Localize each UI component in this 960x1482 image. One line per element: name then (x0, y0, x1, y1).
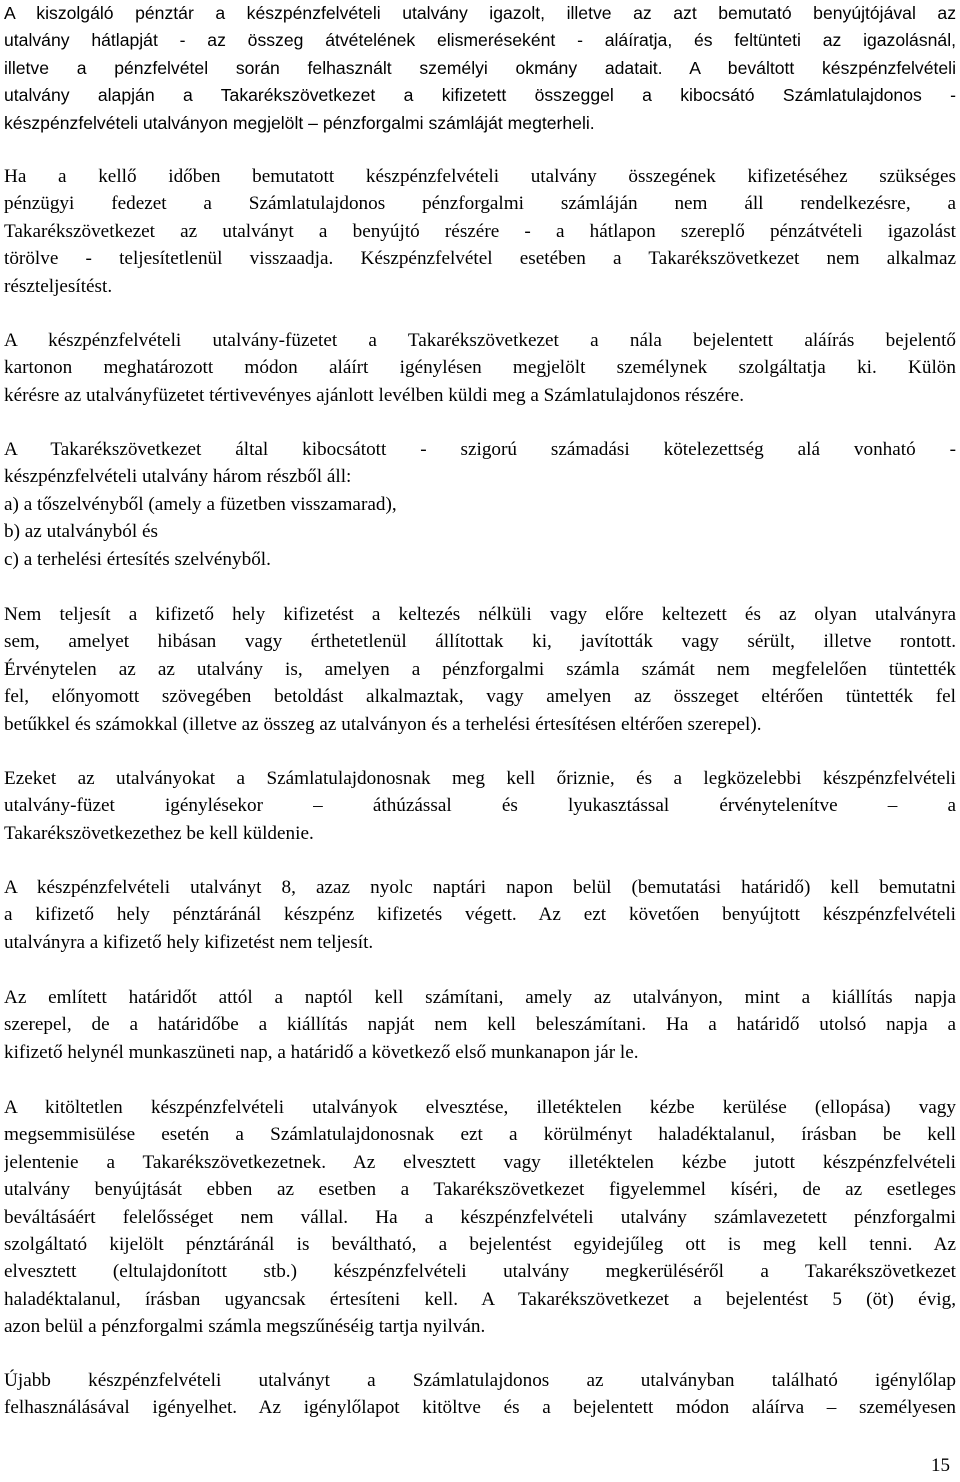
text-line: Ha a kellő időben bemutatott készpénzfelvételi utalvány összegének kifizetéséhez szükséges (4, 166, 956, 187)
text-line: Ezeket az utalványokat a Számlatulajdonosnak meg kell őriznie, és a legközelebbi készpénzfelvételi (4, 768, 956, 789)
text-line: A kitöltetlen készpénzfelvételi utalványok elvesztése, illetéktelen kézbe kerülése (ellopása) vagy (4, 1097, 956, 1118)
text-line: kifizető helynél munkaszüneti nap, a határidő a következő első munkanapon jár le. (4, 1041, 639, 1063)
text-line: felhasználásával igényelhet. Az igénylőlapot kitöltve és a bejelentett módon aláírva – személyesen (4, 1397, 956, 1419)
text-line: kartonon meghatározott módon aláírt igénylésen megjelölt személynek szolgáltatja ki. Külön (4, 357, 956, 379)
text-line: Az említett határidőt attól a naptól kell számítani, amely az utalványon, mint a kiállítás napja (4, 987, 956, 1008)
text-line: Nem teljesít a kifizető hely kifizetést a keltezés nélküli vagy előre keltezett és az olyan utalványra (4, 604, 956, 625)
paragraph-7 (4, 874, 956, 956)
text-line: Érvénytelen az az utalvány is, amelyen a pénzforgalmi számla számát nem megfelelően tüntették (4, 658, 956, 680)
list-item: c) a terhelési értesítés szelvényből. (4, 548, 271, 570)
text-line: utalvány benyújtását ebben az esetben a Takarékszövetkezet figyelemmel kíséri, de az esetleges (4, 1179, 956, 1201)
paragraph-3 (4, 327, 956, 409)
text-line: Takarékszövetkezethez be kell küldenie. (4, 822, 314, 844)
text-line: A kiszolgáló pénztár a készpénzfelvételi utalvány igazolt, illetve az azt bemutató benyújtójával az (4, 3, 956, 23)
text-line: A készpénzfelvételi utalványt 8, azaz nyolc naptári napon belül (bemutatási határidő) kell bemutatni (4, 877, 956, 898)
text-line: szerepel, de a határidőbe a kiállítás napját nem kell beleszámítani. Ha a határidő utolsó napja a (4, 1014, 956, 1036)
text-line: megsemmisülése esetén a Számlatulajdonosnak ezt a körülményt haladéktalanul, írásban be kell (4, 1124, 956, 1146)
text-line: készpénzfelvételi utalvány három részből áll: (4, 466, 352, 488)
text-line: haladéktalanul, írásban ugyancsak értesíteni kell. A Takarékszövetkezet a bejelentést 5 (öt) évig, (4, 1288, 956, 1310)
paragraph-8 (4, 984, 956, 1066)
text-line: törölve - teljesítetlenül visszaadja. Készpénzfelvétel esetében a Takarékszövetkezet nem alkalmaz (4, 248, 956, 270)
list-item: a) a tőszelvényből (amely a füzetben visszamarad), (4, 493, 397, 515)
paragraph-10 (4, 1367, 956, 1422)
text-line: betűkkel és számokkal (illetve az összeg az utalványon és a terhelési értesítésen eltérően szerepel). (4, 713, 762, 735)
text-line: utalvány hátlapját - az összeg átvételének elismeréseként - aláíratja, és feltünteti az igazolásnál, (4, 30, 956, 51)
text-line: szolgáltató kijelölt pénztáránál is beváltható, a bejelentést egyidejűleg ott is meg kell tenni. Az (4, 1234, 956, 1256)
text-line: beváltásáért felelősséget nem vállal. Ha a készpénzfelvételi utalvány számlavezetett pénzforgalmi (4, 1206, 956, 1228)
list-item: b) az utalványból és (4, 521, 158, 543)
text-line: A Takarékszövetkezet által kibocsátott - szigorú számadási kötelezettség alá vonható - (4, 439, 956, 460)
text-line: illetve a pénzfelvétel során felhasznált személyi okmány adatait. A beváltott készpénzfelvételi (4, 57, 956, 78)
text-line: Újabb készpénzfelvételi utalványt a Számlatulajdonos az utalványban található igénylőlap (4, 1370, 956, 1391)
text-line: Takarékszövetkezet az utalványt a benyújtó részére - a hátlapon szereplő pénzátvételi igazolást (4, 220, 956, 242)
text-line: sem, amelyet hibásan vagy érthetetlenül állítottak ki, javították vagy sérült, illetve rontott. (4, 631, 956, 653)
paragraph-2 (4, 163, 956, 300)
text-line: a kifizető hely pénztáránál készpénz kifizetés végett. Az ezt követően benyújtott készpénzfelvételi (4, 904, 956, 926)
text-line: jelentenie a Takarékszövetkezetnek. Az elvesztett vagy illetéktelen kézbe jutott készpénzfelvételi (4, 1151, 956, 1173)
text-line: készpénzfelvételi utalványon megjelölt – pénzforgalmi számláját megterheli. (4, 112, 595, 133)
page-number: 15 (931, 1455, 950, 1476)
paragraph-1 (4, 0, 956, 137)
paragraph-6 (4, 765, 956, 847)
text-line: utalvány-füzet igénylésekor – áthúzással és lyukasztással érvénytelenítve – a (4, 795, 956, 817)
text-line: elvesztett (eltulajdonított stb.) készpénzfelvételi utalvány megkerüléséről a Takarékszövetkezet (4, 1261, 956, 1283)
text-line: részteljesítést. (4, 275, 113, 297)
text-line: pénzügyi fedezet a Számlatulajdonos pénzforgalmi számláján nem áll rendelkezésre, a (4, 193, 956, 215)
text-line: A készpénzfelvételi utalvány-füzetet a Takarékszövetkezet a nála bejelentett aláírás bejelentő (4, 330, 956, 351)
text-line: azon belül a pénzforgalmi számla megszűnéséig tartja nyilván. (4, 1316, 486, 1338)
document-page (4, 0, 956, 1482)
paragraph-4 (4, 436, 956, 573)
text-line: fel, előnyomott szövegében betoldást alkalmaztak, vagy amelyen az összeget eltérően tüntették fel (4, 686, 956, 708)
text-line: utalványra a kifizető hely kifizetést nem teljesít. (4, 931, 374, 953)
paragraph-9 (4, 1094, 956, 1341)
text-line: kérésre az utalványfüzetet tértivevényes ajánlott levélben küldi meg a Számlatulajdonos részére. (4, 384, 745, 406)
text-line: utalvány alapján a Takarékszövetkezet a kifizetett összeggel a kibocsátó Számlatulajdonos - (4, 85, 956, 106)
paragraph-5 (4, 601, 956, 738)
